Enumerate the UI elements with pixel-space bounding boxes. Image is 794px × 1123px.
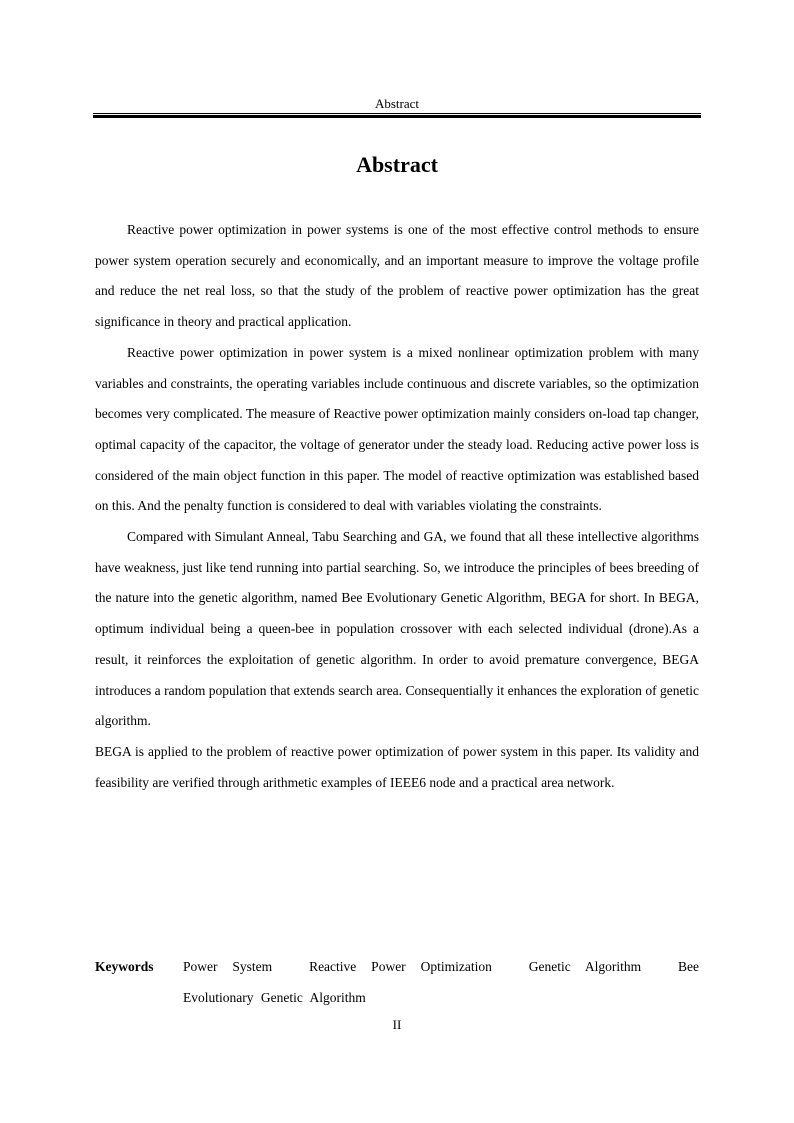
keyword-item: Power System: [183, 959, 273, 974]
abstract-paragraph-2: Reactive power optimization in power system is a mixed nonlinear optimization problem with many variables and constraints, the operating variables include continuous and discrete variables, so the optimization becomes very complicated. The measure of Reactive power optimization mainly considers on-load tap changer, optimal capacity of the capacitor, the voltage of generator under the steady load. Reducing active power loss is considered of the main object function in this paper. The model of reactive optimization was established based on this. And the penalty function is considered to deal with variables violating the constraints.: [95, 344, 699, 514]
header-rule-thick: [93, 115, 701, 118]
keywords-list: [183, 951, 699, 1013]
abstract-paragraph-1: Reactive power optimization in power systems is one of the most effective control methods to ensure power system operation securely and economically, and an important measure to improve the voltage profile and reduce the net real loss, so that the study of the problem of reactive power optimization has the great significance in theory and practical application.: [95, 222, 699, 330]
keyword-item: Genetic Algorithm: [528, 959, 642, 974]
page-number: II: [392, 1017, 402, 1032]
keywords-label: Keywords: [95, 959, 154, 974]
abstract-body: [95, 215, 699, 798]
abstract-paragraph-4: BEGA is applied to the problem of reactive power optimization of power system in this paper. Its validity and feasibility are verified through arithmetic examples of IEEE6 node and a practical area network.: [95, 743, 699, 790]
header-rule-thin: [93, 113, 701, 114]
running-header: Abstract: [374, 96, 420, 111]
keyword-item: Bee Evolutionary Genetic Algorithm: [183, 959, 700, 1005]
keyword-item: Reactive Power Optimization: [309, 959, 492, 974]
page-title: Abstract: [356, 152, 438, 177]
keywords-section: [95, 951, 699, 1013]
abstract-paragraph-3: Compared with Simulant Anneal, Tabu Searching and GA, we found that all these intellective algorithms have weakness, just like tend running into partial searching. So, we introduce the principles of bees breeding of the nature into the genetic algorithm, named Bee Evolutionary Genetic Algorithm, BEGA for short. In BEGA, optimum individual being a queen-bee in population crossover with each selected individual (drone).As a result, it reinforces the exploitation of genetic algorithm. In order to avoid premature convergence, BEGA introduces a random population that extends search area. Consequentially it enhances the exploration of genetic algorithm.: [95, 529, 699, 729]
